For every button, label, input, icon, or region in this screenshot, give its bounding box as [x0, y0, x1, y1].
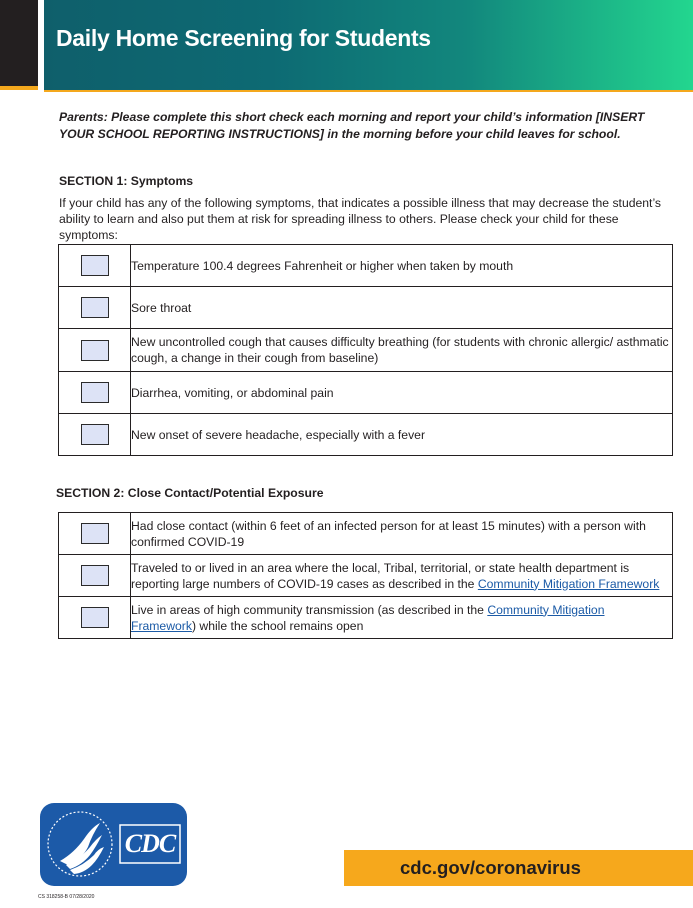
cdc-url[interactable]: cdc.gov/coronavirus — [400, 857, 581, 878]
exposure-text: ) while the school remains open — [191, 618, 364, 633]
hhs-cdc-logo — [40, 803, 187, 886]
exposure-row — [59, 597, 673, 639]
symptom-checkbox-cough[interactable] — [81, 340, 109, 361]
symptom-row — [59, 329, 673, 372]
page-title: Daily Home Screening for Students — [56, 25, 431, 51]
community-mitigation-link[interactable]: Community Mitigation Framework — [131, 602, 605, 633]
exposure-label: Had close contact (within 6 feet of an infected person for at least 15 minutes) with a person with confirmed COVID-19 — [131, 513, 673, 555]
symptom-row — [59, 287, 673, 329]
exposure-text: Traveled to or lived in an area where the local, Tribal, territorial, or state health department is reporting large numbers of COVID-19 cases as described in the — [131, 560, 630, 591]
header-banner — [44, 0, 693, 90]
cdc-logo-text: CDC — [124, 829, 176, 858]
section1-description: If your child has any of the following symptoms, that indicates a possible illness that may decrease the student’s ability to learn and also put them at risk for spreading illness to others. Please check your child for these symptoms: — [59, 196, 662, 242]
exposure-checkbox-close-contact[interactable] — [81, 523, 109, 544]
section2-heading: SECTION 2: Close Contact/Potential Exposure — [56, 486, 324, 500]
exposure-label — [131, 555, 673, 597]
exposure-label — [131, 597, 673, 639]
url-banner — [344, 850, 693, 886]
symptom-row — [59, 245, 673, 287]
symptom-checkbox-fever[interactable] — [81, 255, 109, 276]
exposure-checkbox-community[interactable] — [81, 607, 109, 628]
symptom-label: New onset of severe headache, especially with a fever — [131, 414, 673, 456]
corner-block — [0, 0, 38, 90]
symptom-label: New uncontrolled cough that causes difficulty breathing (for students with chronic allergic/ asthmatic cough, a change in their cough from baseline) — [131, 329, 673, 372]
community-mitigation-link[interactable]: Community Mitigation Framework — [477, 576, 660, 591]
corner-accent-stripe — [0, 86, 38, 90]
symptom-checkbox-gi[interactable] — [81, 382, 109, 403]
exposure-row — [59, 513, 673, 555]
symptoms-checklist — [58, 244, 673, 456]
exposure-text: Live in areas of high community transmission (as described in the — [131, 602, 488, 617]
symptom-checkbox-sore-throat[interactable] — [81, 297, 109, 318]
header-underline — [44, 90, 693, 92]
symptom-label: Temperature 100.4 degrees Fahrenheit or higher when taken by mouth — [131, 245, 673, 287]
exposure-checkbox-travel[interactable] — [81, 565, 109, 586]
symptom-checkbox-headache[interactable] — [81, 424, 109, 445]
symptom-row — [59, 414, 673, 456]
document-code: CS 318258-B 07/28/2020 — [38, 894, 95, 900]
symptom-row — [59, 372, 673, 414]
symptom-label: Sore throat — [131, 287, 673, 329]
exposure-row — [59, 555, 673, 597]
symptom-label: Diarrhea, vomiting, or abdominal pain — [131, 372, 673, 414]
parent-instructions: Parents: Please complete this short check each morning and report your child’s information [INSERT YOUR SCHOOL REPORTING INSTRUCTIONS] in the morning before your child leaves for school. — [59, 110, 645, 141]
section1-heading: SECTION 1: Symptoms — [59, 174, 194, 188]
exposure-checklist — [58, 512, 673, 639]
